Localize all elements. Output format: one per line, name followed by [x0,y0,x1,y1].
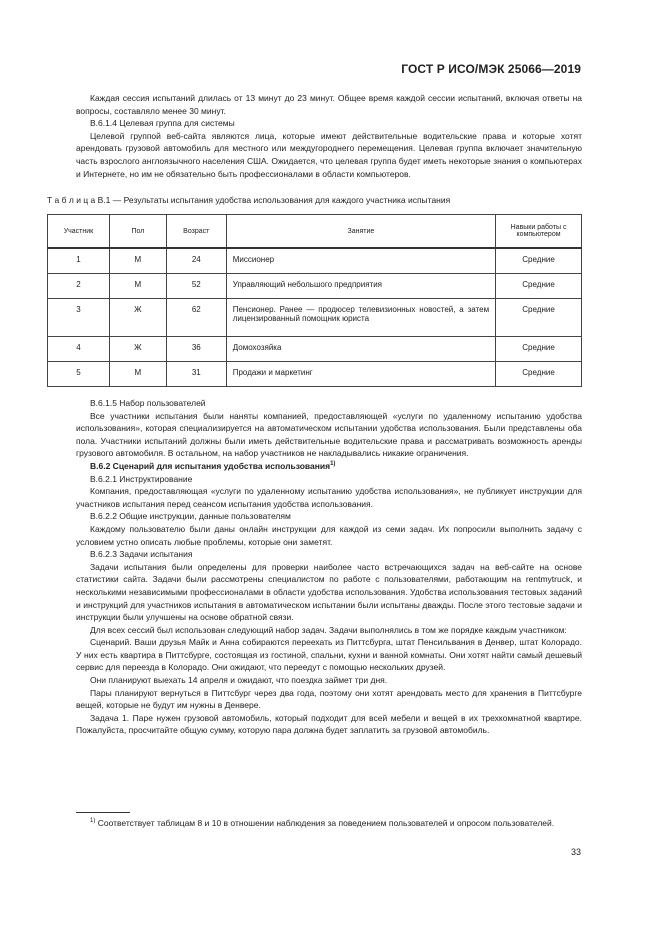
footnote-text: Соответствует таблицам 8 и 10 в отношении наблюдения за поведением пользователей и опросом пользователей. [95,818,555,828]
intro-paragraph: Каждая сессия испытаний длилась от 13 минут до 23 минут. Общее время каждой сессии испытаний, включая ответы на вопросы, составляло менее 30 минут. [76,93,582,116]
section-heading-b62-text: B.6.2 Сценарий для испытания удобства использования [90,460,331,471]
table-header-row [48,215,582,249]
task-1-paragraph: Задача 1. Паре нужен грузовой автомобиль, который подходит для всей мебели и вещей в их трехкомнатной квартире. Пожалуйста, просчитайте общую сумму, которую пара должна будет заплатить за грузовой автомобиль. [76,712,582,736]
cell-sex: М [109,273,166,298]
departure-paragraph: Они планируют выехать 14 апреля и ожидают, что поездка займет три дня. [90,675,388,686]
table-caption: Т а б л и ц а B.1 — Результаты испытания удобства использования для каждого участника испытания [47,195,451,205]
footnote-separator [76,812,130,813]
col-header-computer-skills: Навыки работы с компьютером [496,215,582,249]
table-row [48,273,582,298]
col-header-occupation: Занятие [226,215,495,249]
table-row [48,298,582,336]
cell-age: 31 [166,361,226,386]
cell-computer-skills: Средние [496,336,582,361]
storage-paragraph: Пары планируют вернуться в Питтсбург через два года, поэтому они хотят арендовать место для хранения в Питтсбурге вещей, которые не будут им нужны в Денвере. [76,687,582,711]
cell-age: 24 [166,248,226,273]
cell-participant: 4 [48,336,110,361]
footnote-mark: 1) [90,818,96,825]
cell-participant: 2 [48,273,110,298]
cell-sex: Ж [109,298,166,336]
cell-participant: 5 [48,361,110,386]
body-section [76,397,582,737]
cell-participant: 3 [48,298,110,336]
document-header: ГОСТ Р ИСО/МЭК 25066—2019 [401,62,581,76]
cell-age: 36 [166,336,226,361]
cell-age: 62 [166,298,226,336]
cell-computer-skills: Средние [496,361,582,386]
cell-computer-skills: Средние [496,248,582,273]
col-header-participant: Участник [48,215,110,249]
section-heading-b615: B.6.1.5 Набор пользователей [90,398,206,408]
cell-occupation: Домохозяйка [226,336,495,361]
recruitment-paragraph: Все участники испытания были наняты компанией, предоставляющей «услуги по удаленному испытанию удобства использования», которая специализируется на автоматическом испытании удобства использования. Были представлены оба пола. Участники испытаний должны были иметь действительные водительские права и рассматривать возможность аренды грузового автомобиля. В остальном, на набор участников не накладывались никакие ограничения. [76,410,582,459]
table-row [48,336,582,361]
intro-section [76,92,582,180]
col-header-sex: Пол [109,215,166,249]
section-heading-b622: B.6.2.2 Общие инструкции, данные пользователям [90,511,291,522]
section-heading-b623: B.6.2.3 Задачи испытания [90,549,193,560]
table-row [48,248,582,273]
briefing-paragraph: Компания, предоставляющая «услуги по удаленному испытанию удобства использования», не публикует инструкции для участников испытания перед сеансом испытания удобства использования. [76,486,582,509]
general-instructions-paragraph: Каждому пользователю были даны онлайн инструкции для каждой из семи задач. Их попросили выполнить задачу с условием устно описать любые проблемы, которые они заметят. [76,523,582,547]
cell-computer-skills: Средние [496,273,582,298]
cell-occupation: Продажи и маркетинг [226,361,495,386]
target-group-paragraph: Целевой группой веб-сайта являются лица, которые имеют действительные водительские права и которые хотят арендовать грузовой автомобиль для местного или междугороднего перемещения. Целевая группа включает значительную часть взрослого англоязычного населения США. Ожидается, что целевая группа будет иметь некоторые знания о компьютерах и Интернете, но им не обязательно быть профессионалами в области компьютеров. [76,130,582,179]
cell-participant: 1 [48,248,110,273]
section-heading-b614: B.6.1.4 Целевая группа для системы [90,118,235,129]
section-heading-b621: B.6.2.1 Инструктирование [90,473,193,484]
cell-occupation: Управляющий небольшого предприятия [226,273,495,298]
cell-age: 52 [166,273,226,298]
col-header-age: Возраст [166,215,226,249]
section-heading-b62 [76,460,582,473]
participants-table [47,214,582,387]
cell-occupation: Миссионер [226,248,495,273]
cell-computer-skills: Средние [496,298,582,336]
cell-sex: М [109,361,166,386]
footnote [76,817,582,830]
table-row [48,361,582,386]
cell-occupation: Пенсионер. Ранее — продюсер телевизионных новостей, а затем лицензированный помощник юриста [226,298,495,336]
scenario-paragraph: Сценарий. Ваши друзья Майк и Анна собираются переехать из Питтсбурга, штат Пенсильвания в Денвер, штат Колорадо. У них есть квартира в Питтсбурге, состоящая из гостиной, спальни, кухни и ванной комнаты. Они хотят найти самый дешевый сервис для переезда в Колорадо. Они ожидают, что переедут с помощью нескольких друзей. [76,637,582,673]
cell-sex: Ж [109,336,166,361]
footnote-ref: 1) [330,461,336,468]
task-set-paragraph: Для всех сессий был использован следующий набор задач. Задачи выполнялись в том же порядке каждым участником: [90,624,567,635]
cell-sex: М [109,248,166,273]
page-number: 33 [570,847,581,857]
test-tasks-paragraph: Задачи испытания были определены для проверки наиболее часто встречающихся задач на веб-сайте на основе статистики сайта. Задачи были рассмотрены специалистом по работе с пользователями, работающим на rentmytruck, и несколькими независимыми профессионалами в области удобства использования. Удобства использования тестовых заданий и инструкций для участников испытания в автоматическом испытании были испытаны дважды. После этого тестовые задачи и инструкции были улучшены на основе обратной связи. [76,561,582,623]
